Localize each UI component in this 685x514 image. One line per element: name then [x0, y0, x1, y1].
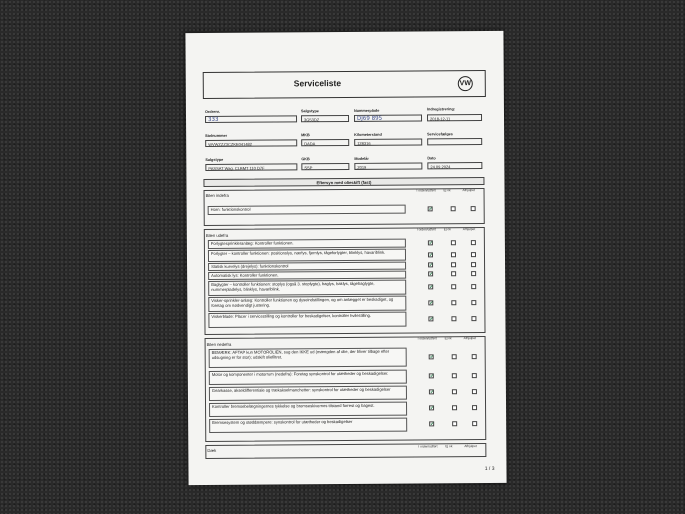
checkbox[interactable] [451, 262, 456, 267]
col-head-ok: I orden/udført [417, 336, 437, 341]
checkbox[interactable] [451, 240, 456, 245]
checkbox[interactable] [451, 206, 456, 211]
col-head-afhjulpet: Afhjulpet [463, 336, 476, 341]
checkbox[interactable] [471, 206, 476, 211]
salgstype2-label: Salgstype [205, 157, 224, 162]
checkbox-checked[interactable]: ✔ [429, 389, 435, 396]
model-label: Modelår [354, 156, 369, 161]
indregistrering-value: 2018-12-11 [427, 114, 482, 121]
nummerplade-label: Nummerplade [353, 108, 380, 113]
checkbox[interactable] [471, 271, 476, 276]
col-head-ok: I orden/udført [416, 188, 436, 193]
checkbox-checked[interactable]: ✔ [429, 284, 434, 291]
col-head-ok: I orden/udført [416, 227, 436, 232]
list-item: Kontroller bremsebelægningernes tykkelse og bremseskivernes tilstand forrest og bagest. [209, 402, 407, 417]
col-head-ejok: Ej ok [445, 444, 453, 449]
salgstype2-value: PASSAT Wag. CLBMT 110 D7F [205, 163, 297, 171]
list-item: Motor og komponenter i motorrum (nedefra): Foretag synskontrol for utætheder og beskadigelser. [209, 370, 407, 385]
checkbox[interactable] [451, 300, 456, 305]
col-head-afhjulpet: Afhjulpet [462, 227, 476, 232]
section-head-daek: Dæk [207, 447, 217, 453]
list-item: Gearkasse, akseldifferentiale og trækakselmanchetter: synskontrol for utætheder og beskadigelser [209, 386, 407, 401]
salgstype-value: 3G53DZ [301, 115, 349, 122]
servicefaelges-value [427, 138, 482, 145]
checkbox[interactable] [471, 262, 476, 267]
checkbox[interactable] [472, 405, 477, 410]
stelnummer-label: Stelnummer [205, 133, 228, 138]
checkbox[interactable] [452, 389, 457, 394]
checkbox[interactable] [451, 252, 456, 257]
checkbox[interactable] [451, 316, 456, 321]
list-item: Automatisk lys: Kontroller funktionen. [208, 271, 406, 280]
checkbox-checked[interactable]: ✔ [429, 373, 435, 380]
list-item: Horn: funktionskontrol [208, 205, 406, 215]
checkbox-checked[interactable]: ✔ [428, 206, 433, 213]
servicefaelges-label: Servicefælges [427, 132, 453, 137]
checkbox-checked[interactable]: ✔ [429, 316, 434, 323]
mkb-value: DADA [301, 139, 349, 146]
col-head-afhjulpet: Afhjulpet [464, 444, 477, 449]
list-item: Forlygter – kontroller funktionen: positionslys, nærlys, fjernlys, tågeforlygter, blinklys, havariblink. [208, 249, 406, 262]
col-head-ok: I orden/udført [418, 444, 438, 449]
checkbox-checked[interactable]: ✔ [430, 421, 435, 428]
section-head-nedefra: Bilen nedefra [206, 341, 232, 347]
list-item: Baglygter – kontroller funktionen: stoplys (også 3. stoplygte), baglys, baklys, tågebaglygte, nummerpladelys, blinklys, havariblink. [208, 280, 406, 296]
section-daek [205, 443, 486, 459]
checkbox[interactable] [452, 421, 457, 426]
gkb-label: GKB [301, 157, 310, 162]
checkbox[interactable] [451, 271, 456, 276]
list-item: Forlygtesprinkleranlæg: Kontroller funktionen. [208, 239, 406, 249]
stelnummer-value: WVWZZZ3CZKE041482 [205, 139, 297, 147]
vw-logo-icon: VW [458, 76, 473, 91]
checkbox-checked[interactable]: ✔ [429, 300, 434, 307]
col-head-ejok: Ej ok [443, 188, 451, 193]
checkbox[interactable] [471, 316, 476, 321]
checkbox[interactable] [452, 405, 457, 410]
col-head-afhjulpet: Afhjulpet [462, 188, 475, 193]
checkbox[interactable] [451, 284, 456, 289]
indregistrering-label: Indregistrering: [426, 107, 456, 112]
checkbox[interactable] [452, 373, 457, 378]
page-title: Serviceliste [293, 78, 342, 89]
page-number: 1 / 3 [484, 465, 495, 473]
checkbox[interactable] [471, 284, 476, 289]
checkbox[interactable] [452, 354, 457, 359]
col-head-ejok: Ej ok [443, 227, 451, 232]
section-head-udefra: Bilen udefra [205, 232, 229, 238]
col-head-ejok: Ej ok [444, 336, 452, 341]
km-value: 128316 [354, 138, 422, 145]
list-item: Viskerblade: Placer i servicestilling og kontroller for beskadigelser, kontroller hvilestilling. [208, 312, 406, 328]
mkb-label: MKB [301, 133, 310, 138]
checkbox-checked[interactable]: ✔ [429, 354, 434, 361]
model-value: 2019 [354, 162, 422, 169]
checkbox[interactable] [472, 373, 477, 378]
gkb-value: SSP [301, 163, 349, 170]
salgstype-label: Salgstype [300, 109, 319, 114]
dato-value: 24.09.2024 [427, 162, 482, 169]
checkbox[interactable] [471, 300, 476, 305]
list-item: Bremsesystem og støddæmpere: synskontrol for utætheder og beskadigelser [209, 418, 407, 433]
ordrenr-value: 333 [205, 115, 297, 123]
nummerplade-value: DJ69 895 [354, 114, 422, 121]
checkbox-checked[interactable]: ✔ [428, 240, 434, 247]
checkbox[interactable] [472, 354, 477, 359]
header-box [203, 70, 486, 99]
service-sheet [185, 31, 506, 485]
checkbox-checked[interactable]: ✔ [429, 262, 434, 269]
list-item: Visker-sprinkler-anlæg: Kontroller funktionen og dyseindstillingen, og om anlægget er beskadiget, og foretag om nødvendigt justering. [208, 296, 406, 312]
section-title: Eftersyn med olieskift (fast) [203, 177, 484, 187]
checkbox[interactable] [471, 252, 476, 257]
section-head-indefra: Bilen indefra [205, 192, 229, 198]
list-item: Statisk kurvelys (drejelys): funktionskontrol [208, 262, 406, 271]
checkbox[interactable] [471, 240, 476, 245]
checkbox[interactable] [472, 389, 477, 394]
km-label: Kilometerstand [354, 132, 382, 137]
checkbox-checked[interactable]: ✔ [428, 252, 434, 259]
checkbox-checked[interactable]: ✔ [429, 271, 434, 278]
checkbox-checked[interactable]: ✔ [430, 405, 435, 412]
ordrenr-label: Ordrenr. [204, 109, 220, 114]
list-item: BEMÆRK: AFTAP kun MOTOROLIEN, sug den IKKE ud (mængden af olie, der bliver tilbage efter udsugning er for stor); udskift oliefiltret. [209, 348, 407, 368]
checkbox[interactable] [472, 421, 477, 426]
dato-label: Dato [427, 156, 436, 161]
